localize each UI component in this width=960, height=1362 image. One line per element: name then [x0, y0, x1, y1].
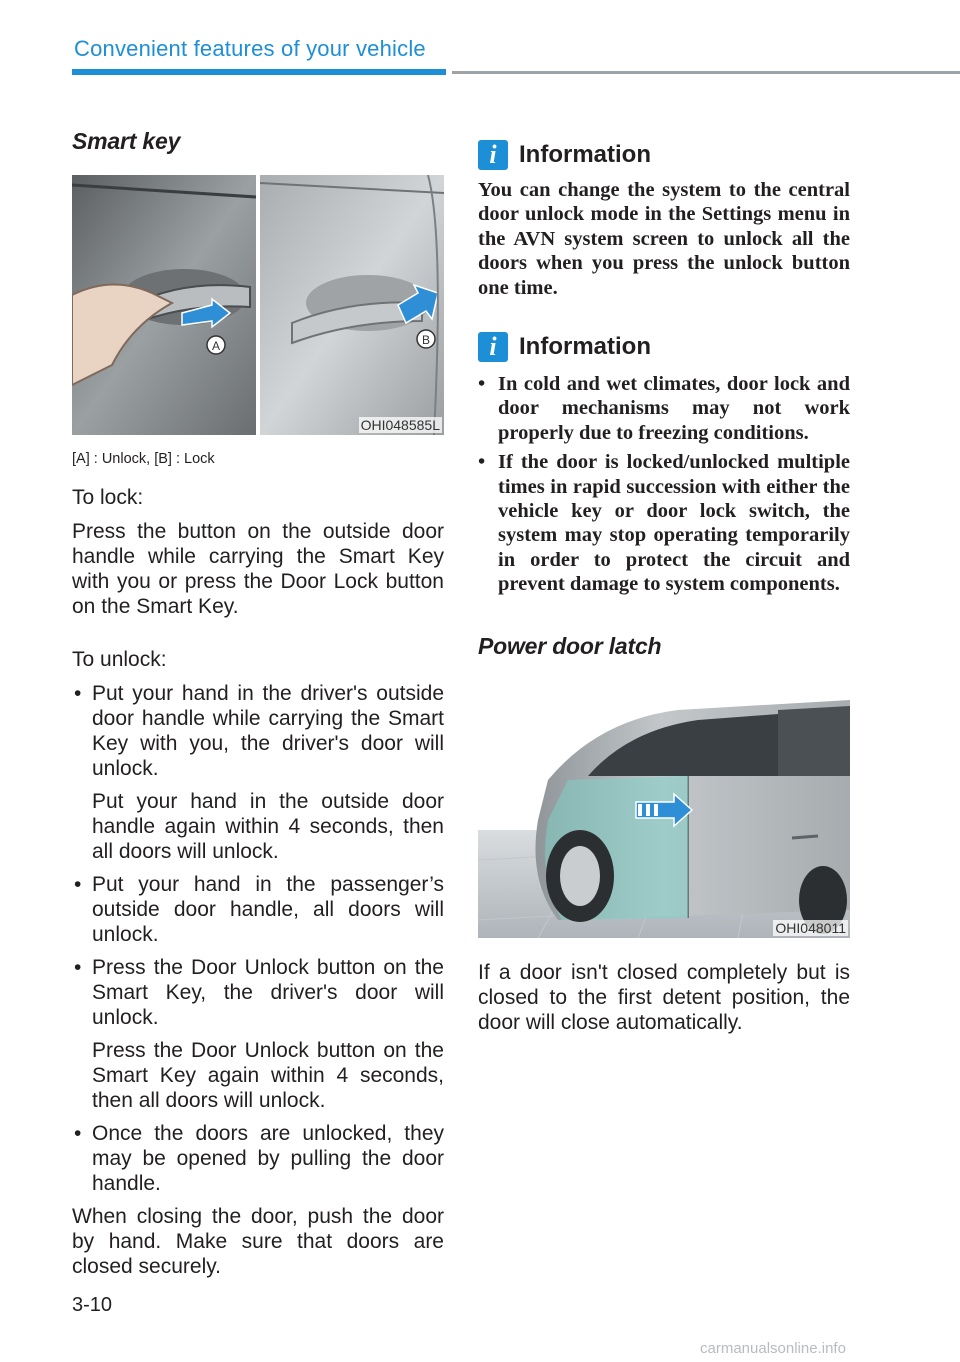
list-item-text: If the door is locked/unlocked multiple times in rapid succession with either the vehicle key or door lock switch, the system may stop operating temporarily in order to protect the circuit and prevent damage to system components. — [498, 451, 850, 596]
list-item — [72, 955, 444, 1030]
list-item-text: Press the Door Unlock button on the Smart Key, the driver's door will unlock. — [92, 956, 444, 1029]
smart-key-figure — [72, 175, 444, 435]
power-door-latch-heading: Power door latch — [478, 632, 662, 659]
smart-key-heading: Smart key — [72, 128, 181, 154]
right-column — [478, 138, 850, 1035]
list-item-followup: Put your hand in the outside door handle again within 4 seconds, then all doors will unlock. — [92, 790, 444, 863]
figure-code: OHI048011 — [775, 919, 846, 936]
unlock-subheading: To unlock: — [72, 648, 167, 671]
list-item — [72, 872, 444, 947]
info-icon: i — [478, 140, 508, 170]
watermark: carmanualsonline.info — [700, 1340, 846, 1357]
car-illustration — [478, 680, 850, 938]
svg-text:B: B — [421, 333, 431, 347]
list-item-text: Put your hand in the passenger’s outside door handle, all doors will unlock. — [92, 873, 444, 946]
info-box-heading — [478, 138, 850, 172]
left-column — [72, 128, 444, 1279]
running-header: Convenient features of your vehicle — [74, 36, 426, 61]
list-item — [478, 372, 850, 445]
svg-text:A: A — [211, 339, 221, 353]
lock-subheading: To lock: — [72, 486, 144, 509]
info-paragraph: You can change the system to the central door unlock mode in the Settings menu in the AVN system screen to unlock all the doors when you press the unlock button one time. — [478, 179, 850, 299]
info-list — [478, 372, 850, 597]
header-rule-accent — [72, 69, 446, 75]
figure-caption: [A] : Unlock, [B] : Lock — [72, 451, 215, 467]
lock-paragraph: Press the button on the outside door handle while carrying the Smart Key with you or press the Door Lock button on the Smart Key. — [72, 520, 444, 618]
info-icon: i — [478, 332, 508, 362]
unlock-list — [72, 681, 444, 781]
info-title: Information — [519, 333, 651, 361]
list-item-text: Put your hand in the driver's outside door handle while carrying the Smart Key with you, the driver's door will unlock. — [92, 682, 444, 780]
unlock-list — [72, 872, 444, 1030]
power-door-paragraph: If a door isn't closed completely but is closed to the first detent position, the door will close automatically. — [478, 960, 850, 1034]
page-number: 3-10 — [72, 1294, 113, 1316]
list-item — [72, 681, 444, 781]
closing-paragraph: When closing the door, push the door by hand. Make sure that doors are closed securely. — [72, 1205, 444, 1278]
figure-code: OHI048585L — [360, 417, 440, 433]
list-item-text: Once the doors are unlocked, they may be opened by pulling the door handle. — [92, 1122, 444, 1195]
info-box-heading — [478, 330, 850, 364]
power-door-figure — [478, 680, 850, 938]
door-handle-illustration — [72, 175, 444, 435]
info-title: Information — [519, 141, 651, 168]
list-item — [478, 450, 850, 596]
list-item — [72, 1121, 444, 1196]
unlock-list — [72, 1121, 444, 1196]
list-item-text: In cold and wet climates, door lock and door mechanisms may not work properly due to freezing conditions. — [498, 373, 850, 444]
header-rule — [452, 71, 960, 74]
list-item-followup: Press the Door Unlock button on the Smart Key again within 4 seconds, then all doors will unlock. — [92, 1039, 444, 1112]
